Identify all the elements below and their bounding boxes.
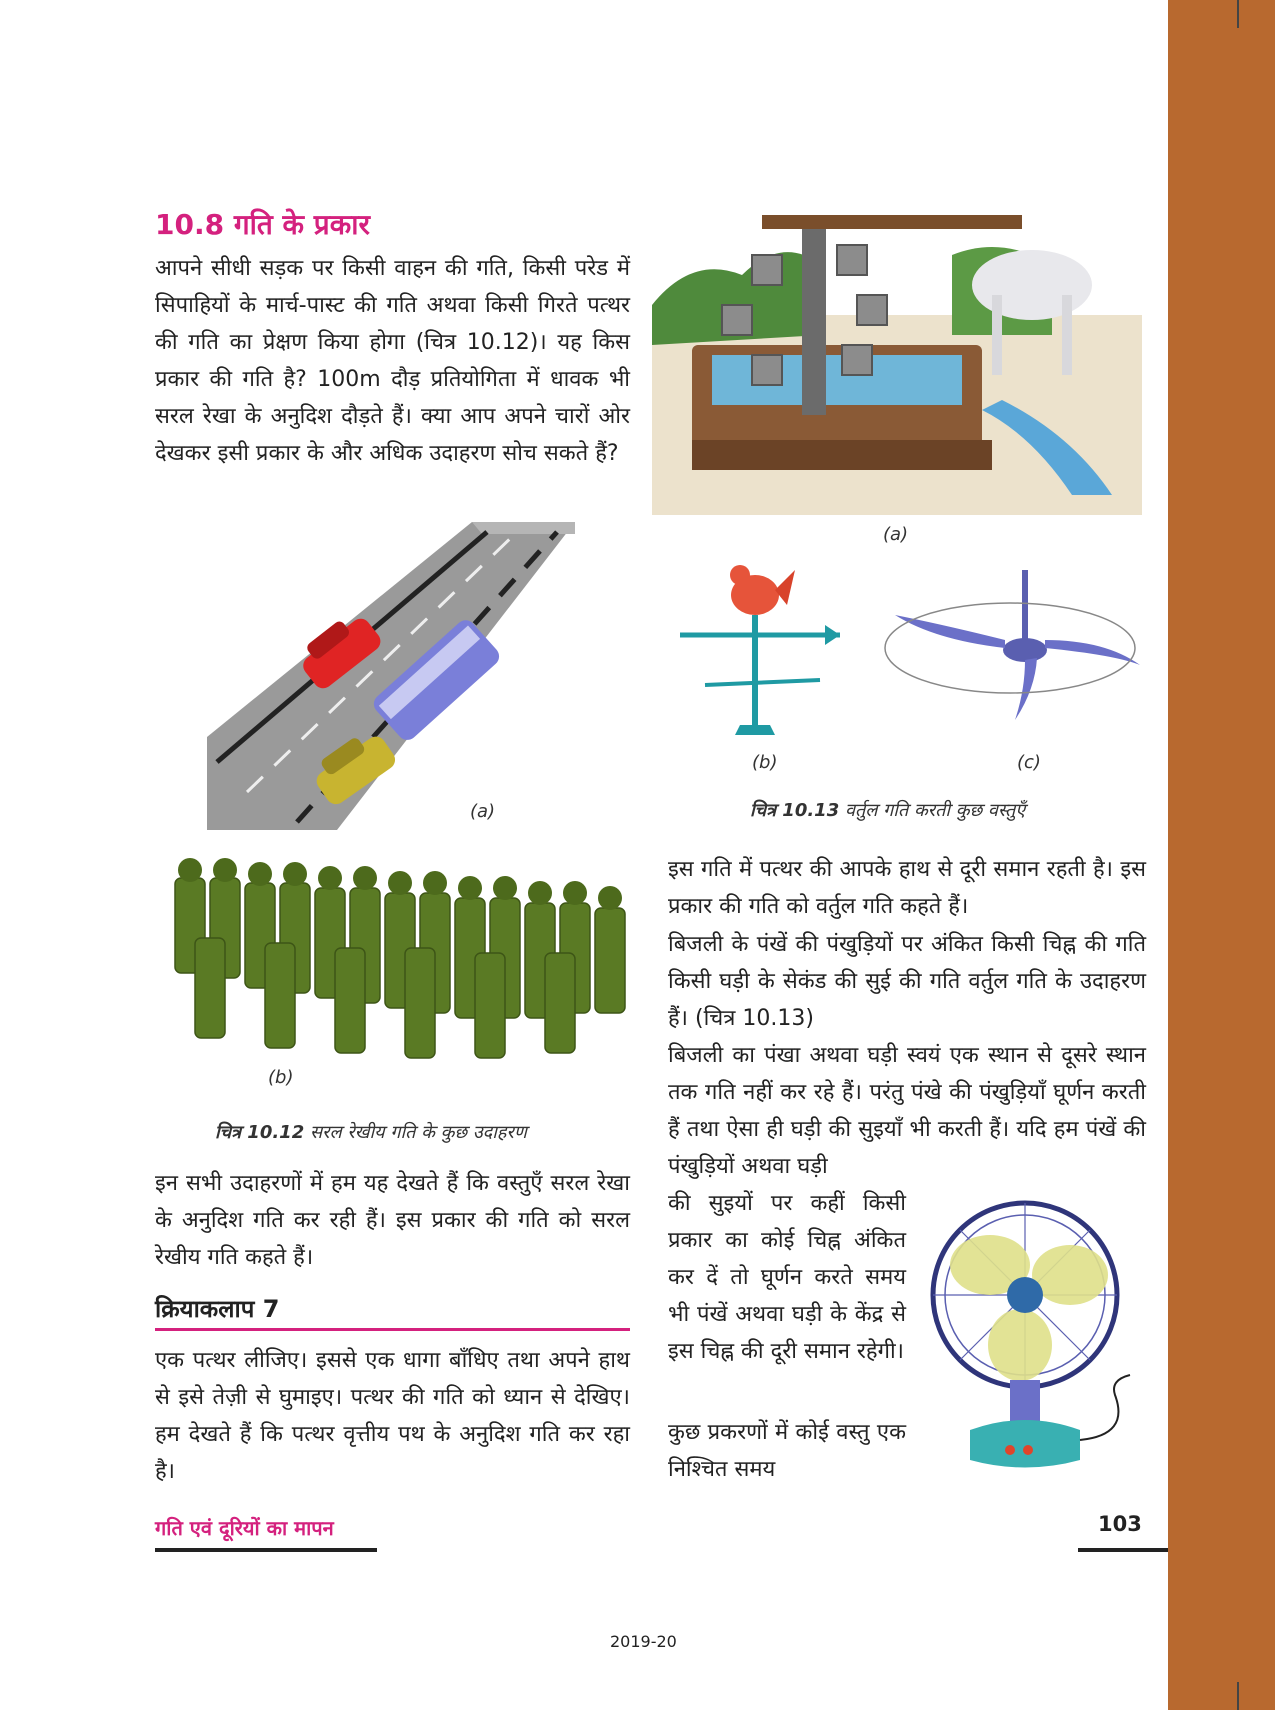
page-number: 103 <box>1098 1512 1142 1536</box>
circular-motion-paragraph: इस गति में पत्थर की आपके हाथ से दूरी समान रहती है। इस प्रकार की गति को वर्तुल गति कहते हैं। <box>668 857 1146 919</box>
footer-rule-left <box>155 1548 377 1552</box>
figure-label-a-road: (a) <box>470 801 496 822</box>
figure-13-text: वर्तुल गति करती कुछ वस्तुएँ <box>844 800 1026 821</box>
page-side-band <box>1168 0 1275 1710</box>
figure-label-a-wheel: (a) <box>883 524 909 545</box>
activity-rule <box>155 1328 630 1331</box>
figure-label-b-soldiers: (b) <box>268 1067 294 1088</box>
figure-label-c-fan: (c) <box>1017 752 1041 773</box>
crop-mark <box>1237 1682 1239 1710</box>
figure-12-number: चित्र 10.12 <box>215 1122 305 1143</box>
figure-13-number: चित्र 10.13 <box>750 800 840 821</box>
activity-paragraph: एक पत्थर लीजिए। इससे एक धागा बाँधिए तथा अपने हाथ से इसे तेज़ी से घुमाइए। पत्थर की गति को ध्यान से देखिए। हम देखते हैं कि पत्थर वृत्तीय पथ के अनुदिश गति कर रहा है। <box>155 1348 630 1484</box>
fan-clock-paragraph: बिजली के पंखें की पंखुड़ियों पर अंकित किसी चिह्न की गति किसी घड़ी के सेकंड की सुई की गति वर्तुल गति के उदाहरण हैं। (चित्र 10.13) <box>668 932 1146 1031</box>
section-heading: 10.8 गति के प्रकार <box>155 208 370 241</box>
figure-12-text: सरल रेखीय गति के कुछ उदाहरण <box>309 1122 527 1143</box>
activity-title: क्रियाकलाप 7 <box>155 1295 280 1323</box>
weather-vane-illustration <box>675 560 845 735</box>
marching-soldiers-illustration <box>165 848 635 1073</box>
chapter-footer-title: गति एवं दूरियों का मापन <box>155 1516 334 1540</box>
figure-label-b-vane: (b) <box>752 752 778 773</box>
figure-12-caption <box>215 1120 527 1144</box>
crop-mark <box>1237 0 1239 28</box>
intro-paragraph: आपने सीधी सड़क पर किसी वाहन की गति, किसी परेड में सिपाहियों के मार्च-पास्ट की गति अथवा किसी गिरते पत्थर की गति का प्रेक्षण किया होगा (चित्र 10.12)। यह किस प्रकार की गति है? 100m दौड़ प्रतियोगिता में धावक भी सरल रेखा के अनुदिश दौड़ते हैं। क्या आप अपने चारों ओर देखकर इसी प्रकार के और अधिक उदाहरण सोच सकते हैं? <box>155 256 630 466</box>
rotation-paragraph-continued: की सुइयों पर कहीं किसी प्रकार का कोई चिह्न अंकित कर दें तो घूर्णन करते समय भी पंखें अथवा घड़ी के केंद्र से इस चिह्न की दूरी समान रहेगी। <box>668 1191 906 1364</box>
persian-wheel-illustration <box>652 195 1142 515</box>
ceiling-fan-illustration <box>875 570 1145 720</box>
figure-13-caption <box>750 798 1025 822</box>
table-fan-illustration <box>930 1195 1145 1475</box>
edition-year: 2019-20 <box>610 1632 677 1651</box>
rotation-paragraph: बिजली का पंखा अथवा घड़ी स्वयं एक स्थान से दूसरे स्थान तक गति नहीं कर रहे हैं। परंतु पंखे की पंखुड़ियाँ घूर्णन करती हैं तथा ऐसा ही घड़ी की सुइयाँ भी करती हैं। यदि हम पंखें की पंखुड़ियों अथवा घड़ी <box>668 1043 1146 1179</box>
periodic-motion-paragraph: कुछ प्रकरणों में कोई वस्तु एक निश्चित समय <box>668 1420 906 1482</box>
road-vehicles-illustration <box>207 522 575 830</box>
footer-rule-right <box>1078 1548 1168 1552</box>
linear-motion-paragraph: इन सभी उदाहरणों में हम यह देखते हैं कि वस्तुएँ सरल रेखा के अनुदिश गति कर रही हैं। इस प्रकार की गति को सरल रेखीय गति कहते हैं। <box>155 1171 630 1270</box>
